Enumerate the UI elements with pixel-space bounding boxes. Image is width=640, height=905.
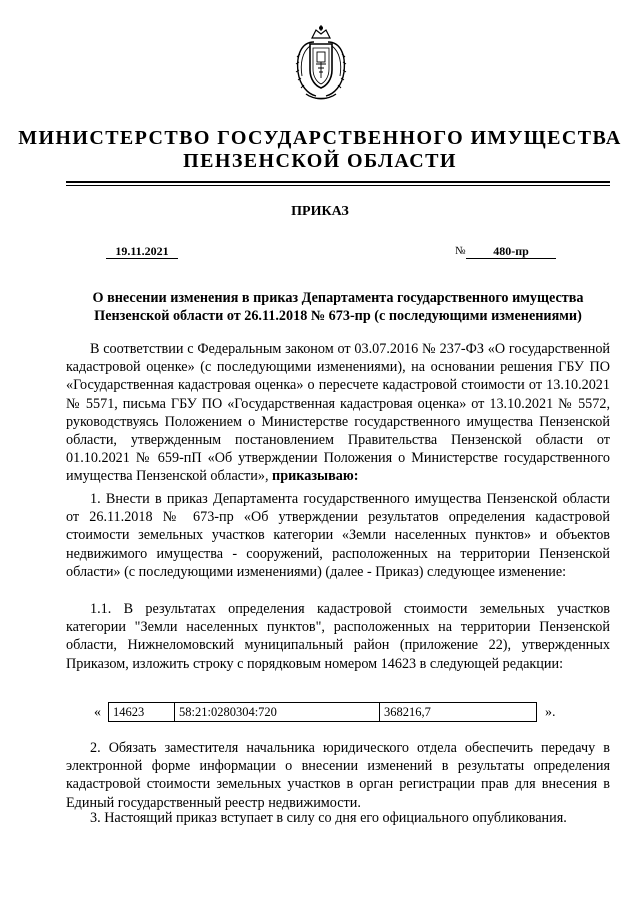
document-date: 19.11.2021: [106, 244, 178, 259]
coat-of-arms-icon: [292, 24, 350, 102]
number-label: №: [455, 245, 466, 257]
preamble-text: В соответствии с Федеральным законом от 03.07.2016 № 237-ФЗ «О государственной кадастровой оценке» (с последующими изменениями), на основании решения ГБУ ПО «Государственная кадастровая оценка» о пересчете кадастровой стоимости от 13.10.2021 № 5571, письма ГБУ ПО «Государственная кадастровая оценка» от 13.10.2021 № 5572, руководствуясь Положением о Министерстве государственного имущества Пензенской области, утвержденным постановлением Правительства Пензенской области от 01.10.2021 № 659-пП «Об утверждении Положения о Министерстве государственного имущества Пензенской области»,: [66, 341, 610, 485]
quote-open: «: [94, 705, 101, 720]
table-cell-index: 14623: [109, 703, 175, 722]
document-subject: О внесении изменения в приказ Департамента государственного имущества Пензенской области от 26.11.2018 № 673-пр (с последующими изменениями): [92, 290, 584, 324]
header-rule-thick: [66, 181, 610, 183]
preamble-directive: приказываю:: [272, 468, 359, 485]
clause-3-paragraph: 3. Настоящий приказ вступает в силу со дня его официального опубликования.: [90, 810, 567, 826]
ministry-title-line1: МИНИСТЕРСТВО ГОСУДАРСТВЕННОГО ИМУЩЕСТВА: [18, 127, 622, 149]
document-type: ПРИКАЗ: [291, 204, 349, 219]
cadastral-row-table: [108, 702, 537, 722]
preamble-paragraph: [66, 340, 610, 486]
table-cell-cadastral-value: 368216,7: [380, 703, 537, 722]
clause-1-paragraph: 1. Внести в приказ Департамента государственного имущества Пензенской области от 26.11.2018 № 673-пр «Об утверждении результатов определения кадастровой стоимости земельных участков категории «Земли населенных пунктов» и объектов недвижимого имущества - сооружений, расположенных на территории Пензенской области» (с последующими изменениями) (далее - Приказ) следующее изменение:: [66, 491, 610, 580]
document-number: 480-пр: [466, 244, 556, 259]
table-cell-cadastral-number: 58:21:0280304:720: [175, 703, 380, 722]
ministry-title-line2: ПЕНЗЕНСКОЙ ОБЛАСТИ: [183, 150, 457, 172]
header-rule-thin: [66, 185, 610, 186]
clause-2-paragraph: 2. Обязать заместителя начальника юридического отдела обеспечить передачу в электронной форме информации о внесении изменений в результаты определения кадастровой стоимости земельных участков в орган регистрации прав для внесения в Единый государственный реестр недвижимости.: [66, 740, 610, 811]
quote-close: ».: [545, 705, 556, 720]
table-row: [109, 703, 537, 722]
clause-1-1-paragraph: 1.1. В результатах определения кадастровой стоимости земельных участков категории "Земли населенных пунктов", расположенных на территории Пензенской области, Нижнеломовский муниципальный район (приложение 22), утвержденных Приказом, изложить строку с порядковым номером 14623 в следующей редакции:: [66, 601, 610, 672]
